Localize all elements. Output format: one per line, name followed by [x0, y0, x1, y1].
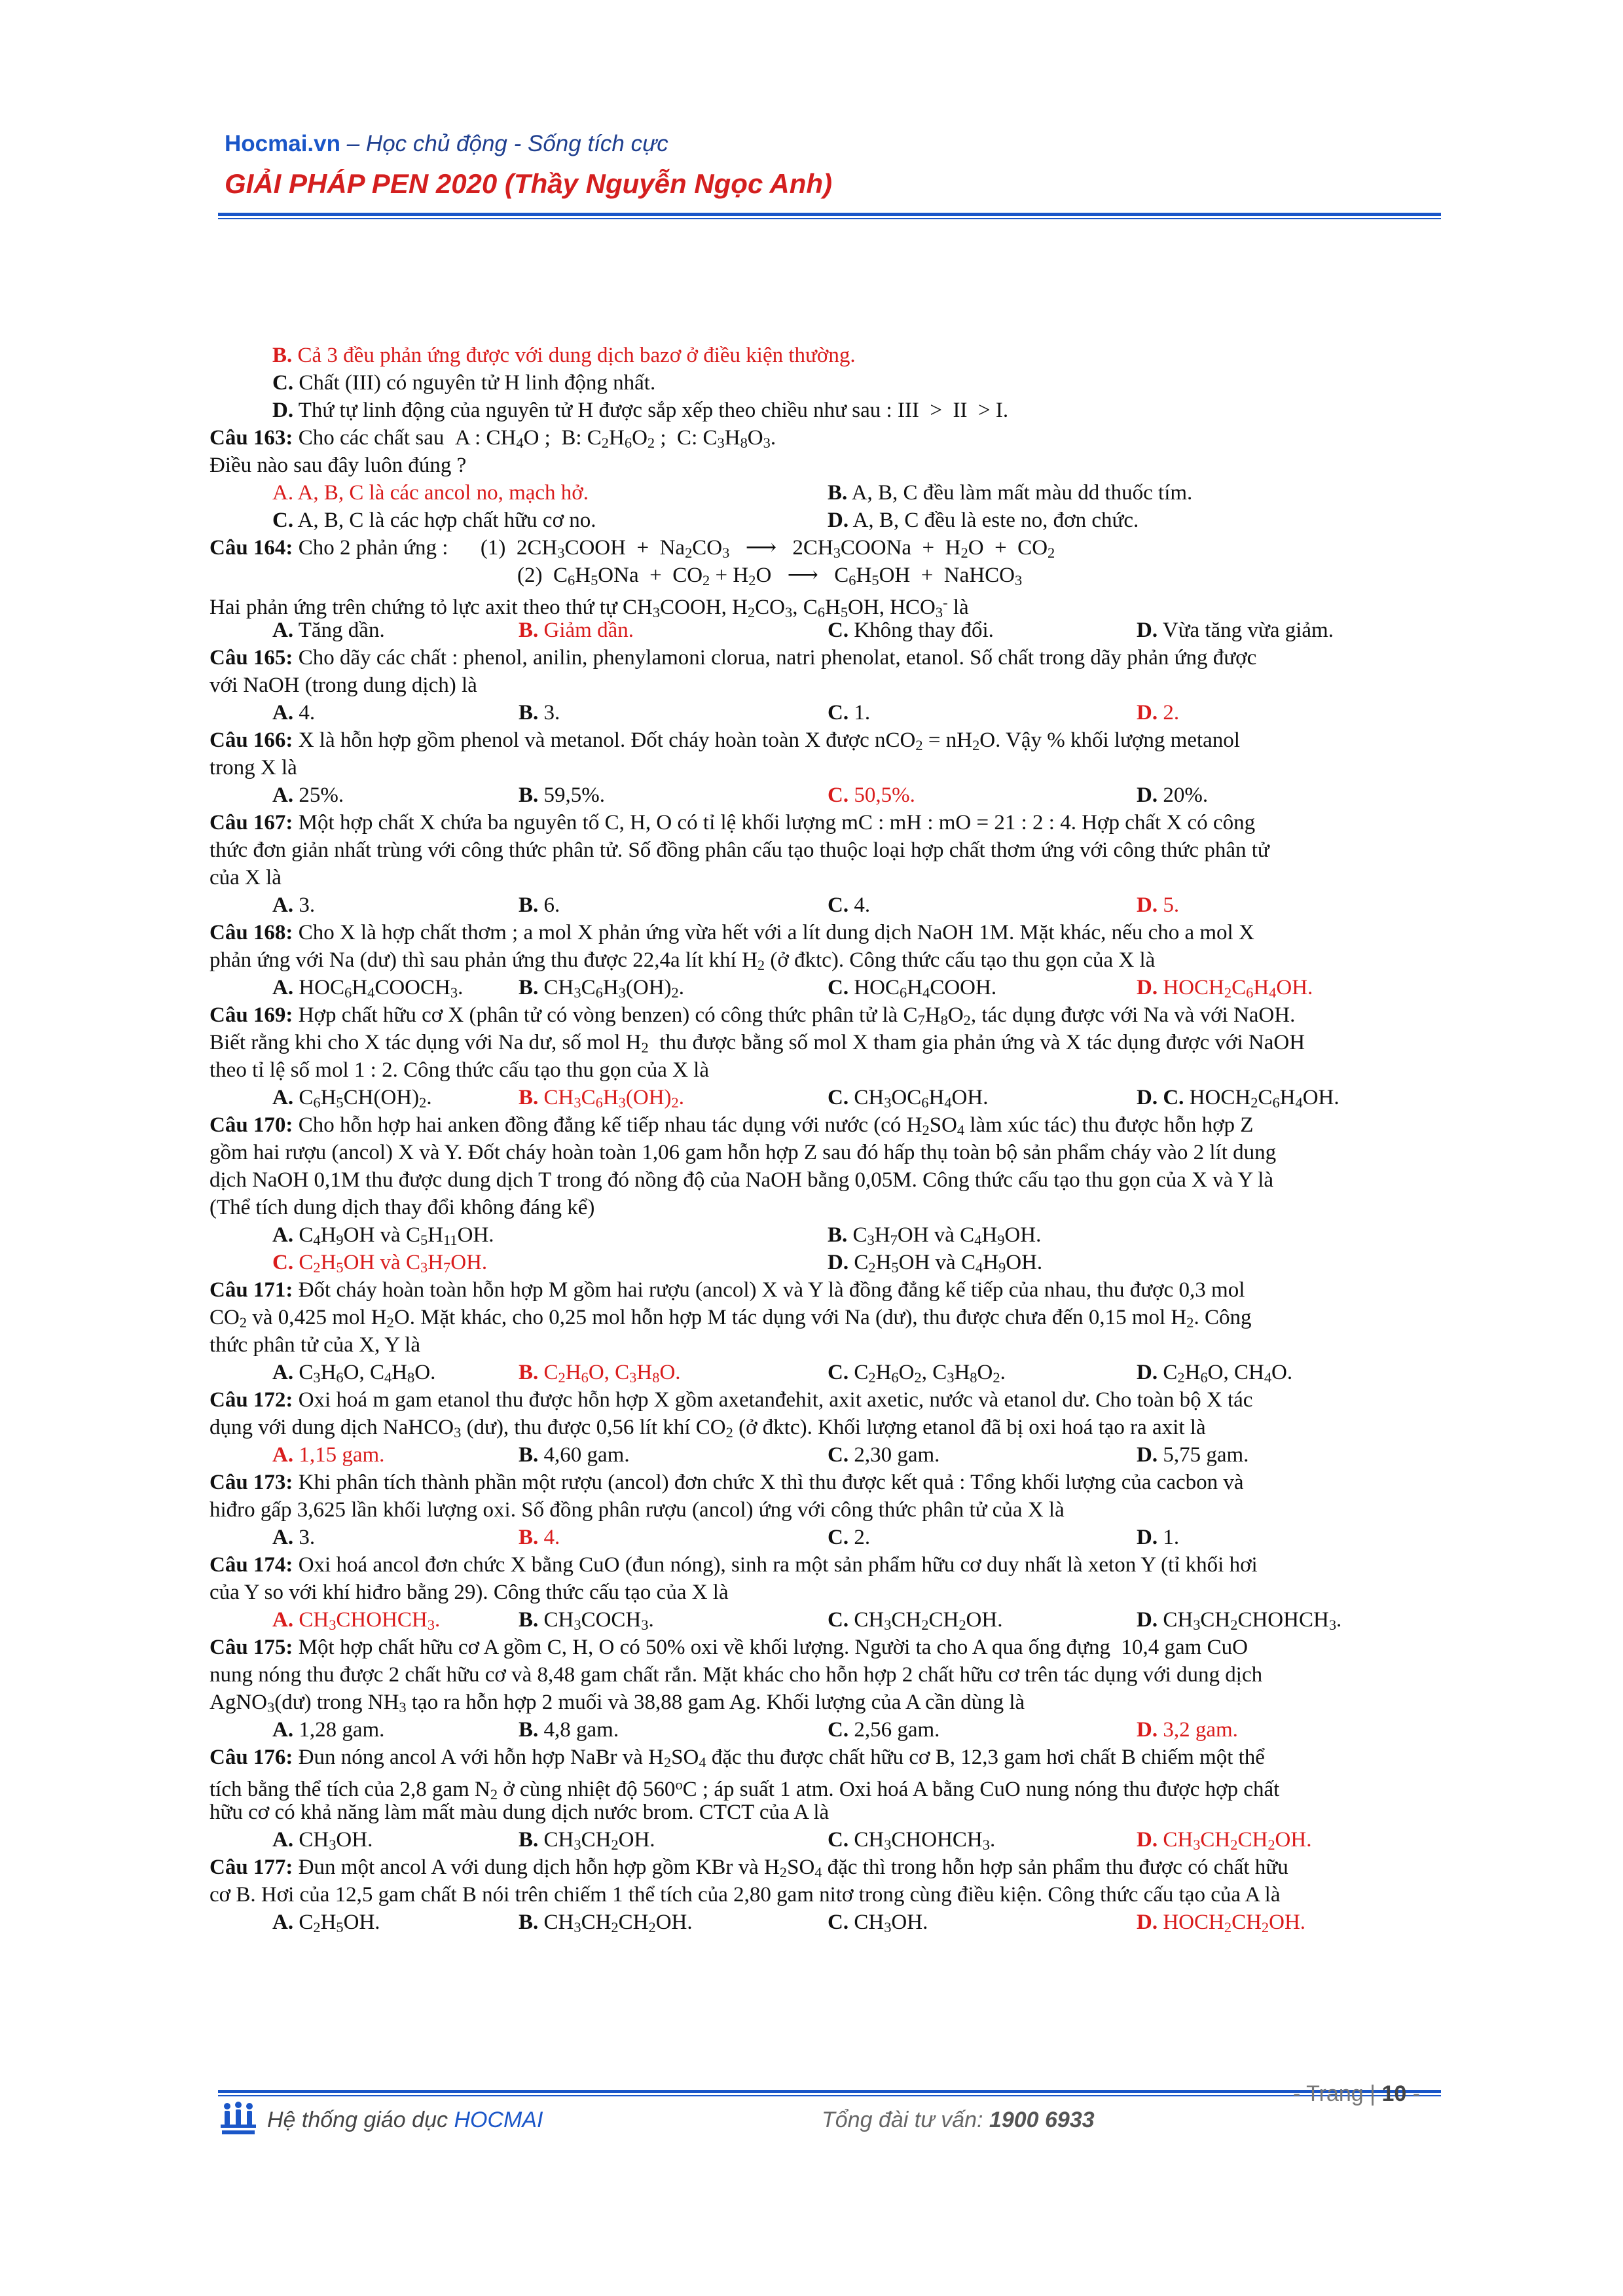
options-173: A. 3. B. 4. C. 2. D. 1. [272, 1526, 1180, 1549]
options-170-row2: C. $C_2H_5OH$ và $C_3H_7OH$. D. $C_2H_5OH$ và $C_4H_9OH$. [272, 1251, 1043, 1276]
slogan: – Học chủ động - Sống tích cực [340, 131, 668, 156]
options-176: A. $CH_3OH$. B. $CH_3CH_2OH$. C. $CH_3CHOHCH_3$. D. $CH_3CH_2CH_2OH$. [272, 1828, 1312, 1853]
options-163-row2: C. A, B, C là các hợp chất hữu cơ no. D. A, B, C đều là este no, đơn chức. [272, 509, 1139, 532]
question-171: Câu 171: Đốt cháy hoàn toàn hỗn hợp M gồm hai rượu (ancol) X và Y là đồng đẳng kế tiếp của nhau, thu được 0,3 mol [210, 1278, 1245, 1302]
footer-system-label: Hệ thống giáo dục [267, 2108, 454, 2132]
page-num: 10 [1381, 2081, 1407, 2106]
footer-hotline-number: 1900 6933 [989, 2108, 1095, 2132]
question-165: Câu 165: Cho dãy các chất : phenol, anilin, phenylamoni clorua, natri phenolat, etanol. Số chất trong dãy phản ứng được [210, 646, 1257, 670]
options-170-row1: A. $C_4H_9OH$ và $C_5H_{11}OH$. B. $C_3H_7OH$ và $C_4H_9OH$. [272, 1223, 1042, 1248]
header-title: GIẢI PHÁP PEN 2020 (Thầy Nguyễn Ngọc Anh) [225, 168, 833, 199]
brand-name: Hocmai.vn [225, 131, 340, 156]
options-172: A. 1,15 gam. B. 4,60 gam. C. 2,30 gam. D. 5,75 gam. [272, 1443, 1249, 1467]
options-166: A. 25%. B. 59,5%. C. 50,5%. D. 20%. [272, 783, 1209, 807]
options-167: A. 3. B. 6. C. 4. D. 5. [272, 893, 1180, 917]
question-173-cont: hiđro gấp 3,625 lần khối lượng oxi. Số đồng phân rượu (ancol) ứng với công thức phân tử của X là [210, 1498, 1065, 1522]
page-content [210, 342, 1427, 1936]
question-166: Câu 166: X là hỗn hợp gồm phenol và metanol. Đốt cháy hoàn toàn X được $nCO_2 = nH_2O$. Vậy % khối lượng metanol [210, 728, 1240, 753]
question-174-cont: của Y so với khí hiđro bằng 29). Công thức cấu tạo của X là [210, 1581, 729, 1604]
footer-brand: HOCMAI [454, 2108, 543, 2132]
footer-rule [218, 2090, 1441, 2093]
question-167-cont: thức đơn giản nhất trùng với công thức phân tử. Số đồng phân cấu tạo thuộc loại hợp chất thơm ứng với công thức phân tử [210, 838, 1269, 862]
question-176: Câu 176: Đun nóng ancol A với hỗn hợp NaBr và $H_2SO_4$ đặc thu được chất hữu cơ B, 12,3 gam hơi chất B chiếm một thể [210, 1746, 1265, 1770]
question-169-cont2: theo tỉ lệ số mol 1 : 2. Công thức cấu tạo thu gọn của X là [210, 1058, 709, 1082]
options-177: A. $C_2H_5OH$. B. $CH_3CH_2CH_2OH$. C. $CH_3OH$. D. $HOCH_2CH_2OH$. [272, 1910, 1306, 1935]
question-169: Câu 169: Hợp chất hữu cơ X (phân tử có vòng benzen) có công thức phân tử là $C_7H_8O_2$, tác dụng được với Na và với NaOH. [210, 1003, 1296, 1028]
options-163-row1: A. A, B, C là các ancol no, mạch hở. B. A, B, C đều làm mất màu dd thuốc tím. [272, 481, 1193, 505]
question-172-cont: dụng với dung dịch NaHCO$_3$ (dư), thu được 0,56 lít khí $CO_2$ (ở đktc). Khối lượng etanol đã bị oxi hoá tạo ra axit là [210, 1416, 1206, 1441]
page-prefix: - Trang | [1293, 2081, 1382, 2106]
options-169: A. $C_6H_5CH(OH)_2$. B. $CH_3C_6H_3(OH)_2$. C. $CH_3OC_6H_4OH$. D. C. $HOCH_2C_6H_4OH$. [272, 1086, 1340, 1111]
page-suffix: - [1406, 2081, 1421, 2106]
page-number [1293, 2081, 1420, 2107]
question-164: Câu 164: Cho 2 phản ứng : (1) $2CH_3COOH + Na_2CO_3$ ⟶ $2CH_3COONa + H_2O + CO_2$ [210, 536, 1055, 561]
question-171-cont: $CO_2$ và 0,425 mol $H_2O$. Mặt khác, cho 0,25 mol hỗn hợp M tác dụng với Na (dư), thu được chưa đến 0,15 mol $H_2$. Công [210, 1306, 1252, 1331]
option-c-q162: C. Chất (III) có nguyên tử H linh động nhất. [272, 371, 656, 395]
question-175: Câu 175: Một hợp chất hữu cơ A gồm C, H, O có 50% oxi về khối lượng. Người ta cho A qua ống đựng 10,4 gam CuO [210, 1636, 1248, 1659]
hocmai-logo-icon [218, 2101, 259, 2136]
question-174: Câu 174: Oxi hoá ancol đơn chức X bằng CuO (đun nóng), sinh ra một sản phẩm hữu cơ duy nhất là xeton Y (tỉ khối hơi [210, 1553, 1258, 1577]
question-176-cont2: hữu cơ có khả năng làm mất màu dung dịch nước brom. CTCT của A là [210, 1801, 830, 1824]
question-173: Câu 173: Khi phân tích thành phần một rượu (ancol) đơn chức X thì thu được kết quả : Tổng khối lượng của cacbon và [210, 1471, 1244, 1494]
question-170-cont: gồm hai rượu (ancol) X và Y. Đốt cháy hoàn toàn 1,06 gam hỗn hợp Z sau đó hấp thụ toàn bộ sản phẩm cháy vào 2 lít dung [210, 1141, 1277, 1164]
question-170-cont3: (Thể tích dung dịch thay đổi không đáng kể) [210, 1196, 595, 1219]
options-165: A. 4. B. 3. C. 1. D. 2. [272, 701, 1180, 725]
question-176-cont: tích bằng thể tích của 2,8 gam $N_2$ ở cùng nhiệt độ 560$^o$C ; áp suất 1 atm. Oxi hoá A bằng CuO nung nóng thu được hợp chất [210, 1776, 1280, 1803]
options-175: A. 1,28 gam. B. 4,8 gam. C. 2,56 gam. D. 3,2 gam. [272, 1718, 1238, 1742]
header-slogan-line [225, 131, 668, 157]
question-177-cont: cơ B. Hơi của 12,5 gam chất B nói trên chiếm 1 thể tích của 2,80 gam nitơ trong cùng điều kiện. Công thức cấu tạo của A là [210, 1883, 1281, 1907]
footer-rule-thin [218, 2095, 1441, 2096]
question-177: Câu 177: Đun một ancol A với dung dịch hỗn hợp gồm KBr và $H_2SO_4$ đặc thì trong hỗn hợp sản phẩm thu được có chất hữu [210, 1856, 1288, 1880]
question-175-cont2: AgNO$_3$(dư) trong $NH_3$ tạo ra hỗn hợp 2 muối và 38,88 gam Ag. Khối lượng của A cần dùng là [210, 1691, 1025, 1715]
question-164-cont: Hai phản ứng trên chứng tỏ lực axit theo thứ tự $CH_3COOH$, $H_2CO_3$, $C_6H_5OH$, $HCO_3^-$ là [210, 594, 969, 621]
footer-hotline-label: Tổng đài tư vấn: [822, 2108, 989, 2132]
question-168-cont: phản ứng với Na (dư) thì sau phản ứng thu được 22,4a lít khí $H_2$ (ở đktc). Công thức cấu tạo thu gọn của X là [210, 948, 1156, 973]
question-165-cont: với NaOH (trong dung dịch) là [210, 673, 477, 697]
options-174: A. $CH_3CHOHCH_3$. B. $CH_3COCH_3$. C. $CH_3CH_2CH_2OH$. D. $CH_3CH_2CHOHCH_3$. [272, 1608, 1342, 1633]
option-b-q162: B. Cả 3 đều phản ứng được với dung dịch bazơ ở điều kiện thường. [272, 344, 856, 367]
question-170: Câu 170: Cho hỗn hợp hai anken đồng đẳng kế tiếp nhau tác dụng với nước (có $H_2SO_4$ làm xúc tác) thu được hỗn hợp Z [210, 1113, 1254, 1138]
question-170-cont2: dịch NaOH 0,1M thu được dung dịch T trong đó nồng độ của NaOH bằng 0,05M. Công thức cấu tạo thu gọn của X và Y là [210, 1168, 1274, 1192]
header-rule [218, 213, 1441, 216]
question-163-cont: Điều nào sau đây luôn đúng ? [210, 454, 467, 477]
footer-hotline [822, 2108, 1095, 2133]
question-167: Câu 167: Một hợp chất X chứa ba nguyên tố C, H, O có tỉ lệ khối lượng mC : mH : mO = 21 : 2 : 4. Hợp chất X có công [210, 811, 1256, 834]
options-168: A. $HOC_6H_4COOCH_3$. B. $CH_3C_6H_3(OH)_2$. C. $HOC_6H_4COOH$. D. $HOCH_2C_6H_4OH$. [272, 976, 1313, 1001]
question-164-reaction2: (2) $C_6H_5ONa + CO_2 + H_2O$ ⟶ $C_6H_5OH$ + NaHCO$_3$ [517, 564, 1023, 588]
options-171: A. $C_3H_6O$, $C_4H_8O$. B. $C_2H_6O$, $C_3H_8O$. C. $C_2H_6O_2$, $C_3H_8O_2$. D. $C_2H_6O$, $CH_4O$. [272, 1361, 1293, 1386]
options-164: A. Tăng dần. B. Giảm dần. C. Không thay đổi. D. Vừa tăng vừa giảm. [272, 619, 1334, 642]
question-163: Câu 163: Cho các chất sau A : $CH_4O$ ; B: $C_2H_6O_2$ ; C: $C_3H_8O_3$. [210, 426, 776, 451]
header-rule-thin [218, 218, 1441, 219]
option-d-q162: D. Thứ tự linh động của nguyên tử H được sắp xếp theo chiều như sau : III > II > I. [272, 399, 1009, 422]
question-168: Câu 168: Cho X là hợp chất thơm ; a mol X phản ứng vừa hết với a lít dung dịch NaOH 1M. Mặt khác, nếu cho a mol X [210, 921, 1254, 944]
footer-system [267, 2108, 543, 2133]
question-166-cont: trong X là [210, 756, 297, 780]
question-171-cont2: thức phân tử của X, Y là [210, 1333, 420, 1357]
question-169-cont: Biết rằng khi cho X tác dụng với Na dư, số mol $H_2$ thu được bằng số mol X tham gia phản ứng và X tác dụng được với NaOH [210, 1031, 1305, 1056]
question-167-cont2: của X là [210, 866, 282, 889]
question-175-cont: nung nóng thu được 2 chất hữu cơ và 8,48 gam chất rắn. Mặt khác cho hỗn hợp 2 chất hữu cơ trên tác dụng với dung dịch [210, 1663, 1263, 1687]
question-172: Câu 172: Oxi hoá m gam etanol thu được hỗn hợp X gồm axetanđehit, axit axetic, nước và etanol dư. Cho toàn bộ X tác [210, 1388, 1253, 1412]
